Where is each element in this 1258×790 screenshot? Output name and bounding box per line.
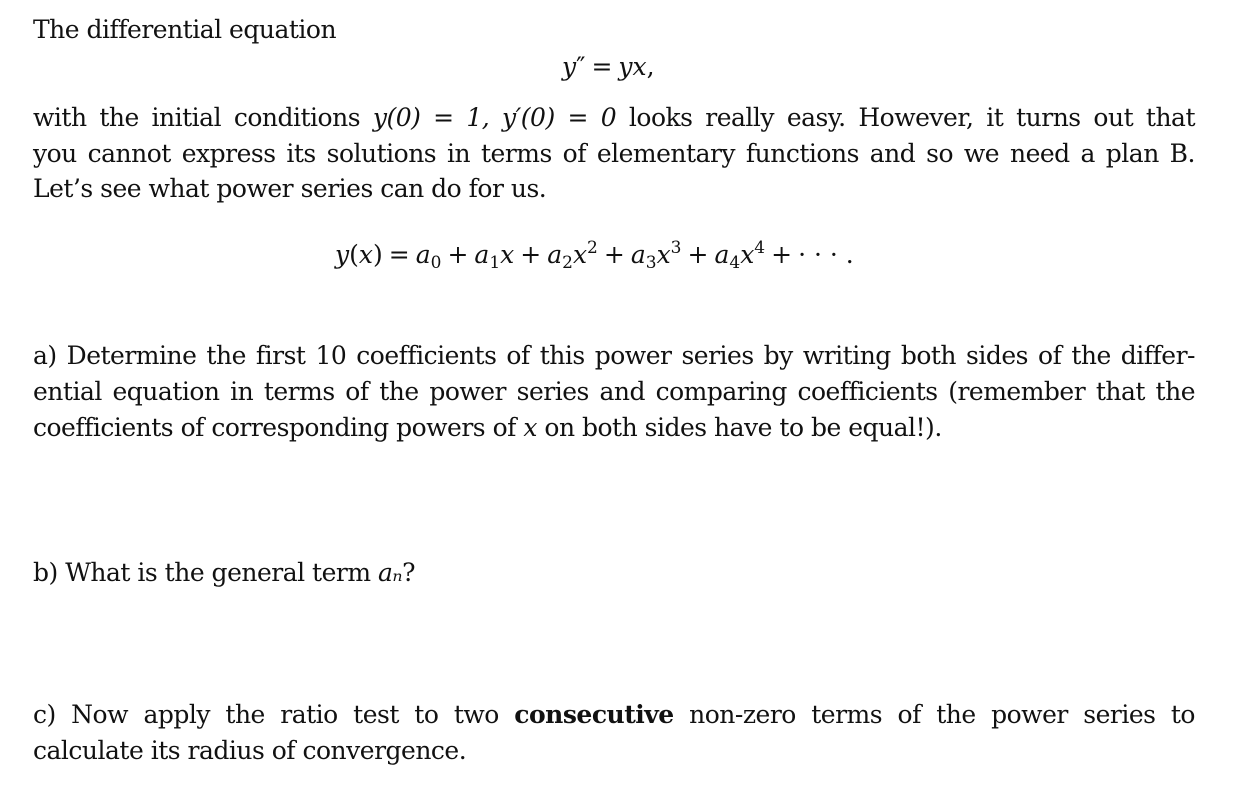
part-a-line-3-suffix: on both sides have to be equal!).: [544, 413, 942, 442]
power-series-equation: $y(x) = a_0 + a_1x + a_2x^2 + a_3x^3 + a_4x^4$ + · · · .: [335, 238, 854, 273]
variable-x: x: [523, 413, 537, 442]
part-c-line-1-prefix: c) Now apply the ratio test to two: [33, 700, 499, 729]
part-b: [33, 555, 1195, 591]
intro-line-3: you cannot express its solutions in terms of elementary functions and so we need a plan B.: [33, 139, 1195, 168]
initial-conditions: y(0) = 1, y′(0) = 0: [372, 103, 617, 132]
general-term: aₙ: [378, 558, 403, 587]
part-c-line-1: [33, 697, 1195, 733]
intro-line-4: Let’s see what power series can do for us.: [33, 174, 547, 203]
consecutive-bold: consecutive: [514, 700, 674, 729]
intro-line-2-prefix: with the initial conditions: [33, 103, 361, 132]
part-c-line-2: calculate its radius of convergence.: [33, 736, 467, 765]
part-a-line-2: ential equation in terms of the power series and comparing coefficients (remember that the: [33, 377, 1195, 406]
part-b-suffix: ?: [402, 558, 415, 587]
part-c-line-1-suffix: non-zero terms of the power series to: [689, 700, 1195, 729]
part-a-line-3: [33, 410, 1195, 446]
part-a-line-3-prefix: coefficients of corresponding powers of: [33, 413, 516, 442]
part-a-line-1: a) Determine the first 10 coefficients of this power series by writing both sides of the differ-: [33, 341, 1195, 370]
intro-line-2-suffix: looks really easy. However, it turns out that: [628, 103, 1195, 132]
part-b-prefix: b) What is the general term: [33, 558, 371, 587]
differential-equation: y″ = yx,: [562, 52, 655, 81]
intro-line-1: The differential equation: [33, 15, 337, 44]
intro-line-2: [33, 100, 1195, 136]
